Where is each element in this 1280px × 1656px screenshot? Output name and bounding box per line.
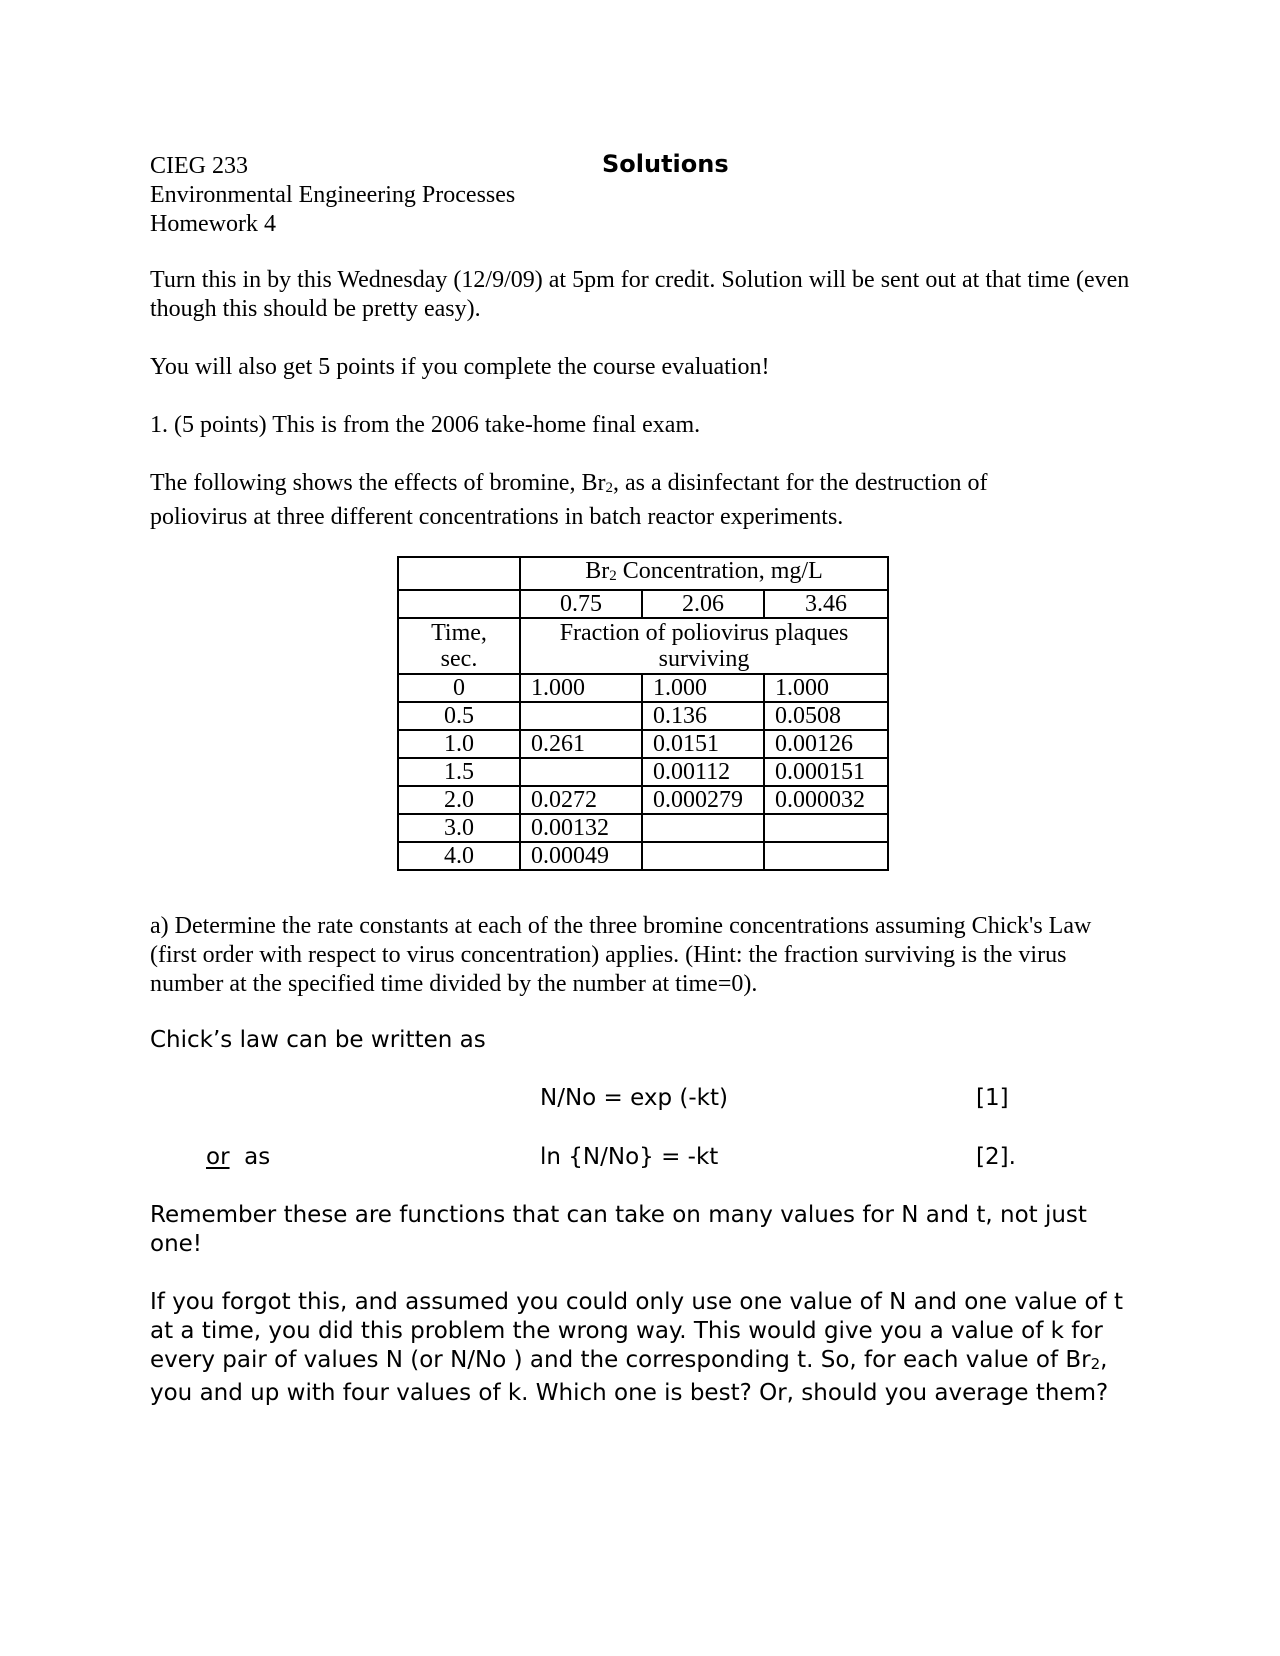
table-row xyxy=(398,730,888,758)
time-header-line1: Time, xyxy=(431,620,487,646)
equation-2: ln {N/No} = -kt xyxy=(540,1144,719,1170)
time-header xyxy=(398,618,520,674)
chicks-law-intro: Chick’s law can be written as xyxy=(150,1027,486,1053)
fraction-cell: 1.000 xyxy=(642,674,764,702)
empty-header-cell xyxy=(398,590,520,618)
fraction-cell: 0.0508 xyxy=(764,702,888,730)
conc-header-sub: 2 xyxy=(609,568,617,584)
fraction-cell: 0.0151 xyxy=(642,730,764,758)
concentration-value: 0.75 xyxy=(520,590,642,618)
or-word: or xyxy=(206,1144,230,1170)
equation-1-number: [1] xyxy=(976,1085,1009,1111)
table-row xyxy=(398,786,888,814)
problem-paragraph xyxy=(150,469,1050,532)
course-name: Environmental Engineering Processes xyxy=(150,182,516,208)
fraction-cell xyxy=(520,758,642,786)
table-row xyxy=(398,674,888,702)
assignment-title: Homework 4 xyxy=(150,211,276,237)
fraction-cell: 0.000279 xyxy=(642,786,764,814)
concentration-values-row xyxy=(398,590,888,618)
fraction-cell: 0.00126 xyxy=(764,730,888,758)
time-cell: 1.5 xyxy=(398,758,520,786)
remember-paragraph: Remember these are functions that can take on many values for N and t, not just one! xyxy=(150,1202,1087,1257)
time-header-line2: sec. xyxy=(440,646,478,672)
forgot-text-2: , you and up with four values of k. Which one is best? Or, should you average them? xyxy=(150,1347,1109,1406)
fraction-cell: 0.000151 xyxy=(764,758,888,786)
time-cell: 0 xyxy=(398,674,520,702)
forgot-text-1: If you forgot this, and assumed you could only use one value of N and one value of t at a time, you did this problem the wrong way. This would give you a value of k for every pair of values N (or N/No ) and the corresponding t. So, for each value of Br xyxy=(150,1289,1123,1373)
fraction-header: Fraction of poliovirus plaques surviving xyxy=(520,618,888,674)
fraction-cell xyxy=(520,702,642,730)
table-row xyxy=(398,814,888,842)
fraction-cell: 0.00112 xyxy=(642,758,764,786)
table-row xyxy=(398,702,888,730)
empty-header-cell xyxy=(398,557,520,590)
solutions-title: Solutions xyxy=(602,150,729,178)
bonus-paragraph: You will also get 5 points if you complete the course evaluation! xyxy=(150,354,770,380)
poliovirus-data-table xyxy=(397,556,889,871)
problem-text-1: The following shows the effects of bromine, Br xyxy=(150,470,606,496)
fraction-cell: 0.261 xyxy=(520,730,642,758)
table-header-row xyxy=(398,557,888,590)
conc-header-prefix: Br xyxy=(585,558,610,584)
part-a-question: a) Determine the rate constants at each of the three bromine concentrations assuming Chick's Law (first order with respect to virus concentration) applies. (Hint: the fraction surviving is the virus number at the specified time divided by the number at time=0). xyxy=(150,913,1092,997)
fraction-cell: 0.00132 xyxy=(520,814,642,842)
problem-subscript: 2 xyxy=(605,480,613,496)
problem-text-2: , as a disinfectant for the destruction of poliovirus at three different concentrations in batch reactor experiments. xyxy=(150,470,988,530)
table-row xyxy=(398,758,888,786)
fraction-cell xyxy=(642,842,764,870)
forgot-paragraph xyxy=(150,1288,1140,1408)
question-1-heading: 1. (5 points) This is from the 2006 take-home final exam. xyxy=(150,412,701,438)
concentration-value: 2.06 xyxy=(642,590,764,618)
course-code: CIEG 233 xyxy=(150,153,248,179)
fraction-cell: 0.000032 xyxy=(764,786,888,814)
header-block xyxy=(150,152,515,239)
time-cell: 3.0 xyxy=(398,814,520,842)
or-as-label xyxy=(206,1143,270,1172)
as-word: as xyxy=(244,1144,271,1170)
column-labels-row xyxy=(398,618,888,674)
forgot-subscript: 2 xyxy=(1090,1355,1101,1373)
fraction-cell: 1.000 xyxy=(764,674,888,702)
fraction-cell xyxy=(642,814,764,842)
time-cell: 4.0 xyxy=(398,842,520,870)
fraction-cell: 0.00049 xyxy=(520,842,642,870)
equation-1: N/No = exp (-kt) xyxy=(540,1085,728,1111)
fraction-cell xyxy=(764,814,888,842)
time-cell: 0.5 xyxy=(398,702,520,730)
turn-in-paragraph: Turn this in by this Wednesday (12/9/09) at 5pm for credit. Solution will be sent out at that time (even though this should be pretty easy). xyxy=(150,267,1130,322)
table-row xyxy=(398,842,888,870)
fraction-cell: 1.000 xyxy=(520,674,642,702)
fraction-cell: 0.136 xyxy=(642,702,764,730)
time-cell: 2.0 xyxy=(398,786,520,814)
concentration-header xyxy=(520,557,888,590)
concentration-value: 3.46 xyxy=(764,590,888,618)
fraction-cell: 0.0272 xyxy=(520,786,642,814)
time-cell: 1.0 xyxy=(398,730,520,758)
conc-header-suffix: Concentration, mg/L xyxy=(616,558,823,584)
fraction-cell xyxy=(764,842,888,870)
equation-2-number: [2]. xyxy=(976,1144,1016,1170)
